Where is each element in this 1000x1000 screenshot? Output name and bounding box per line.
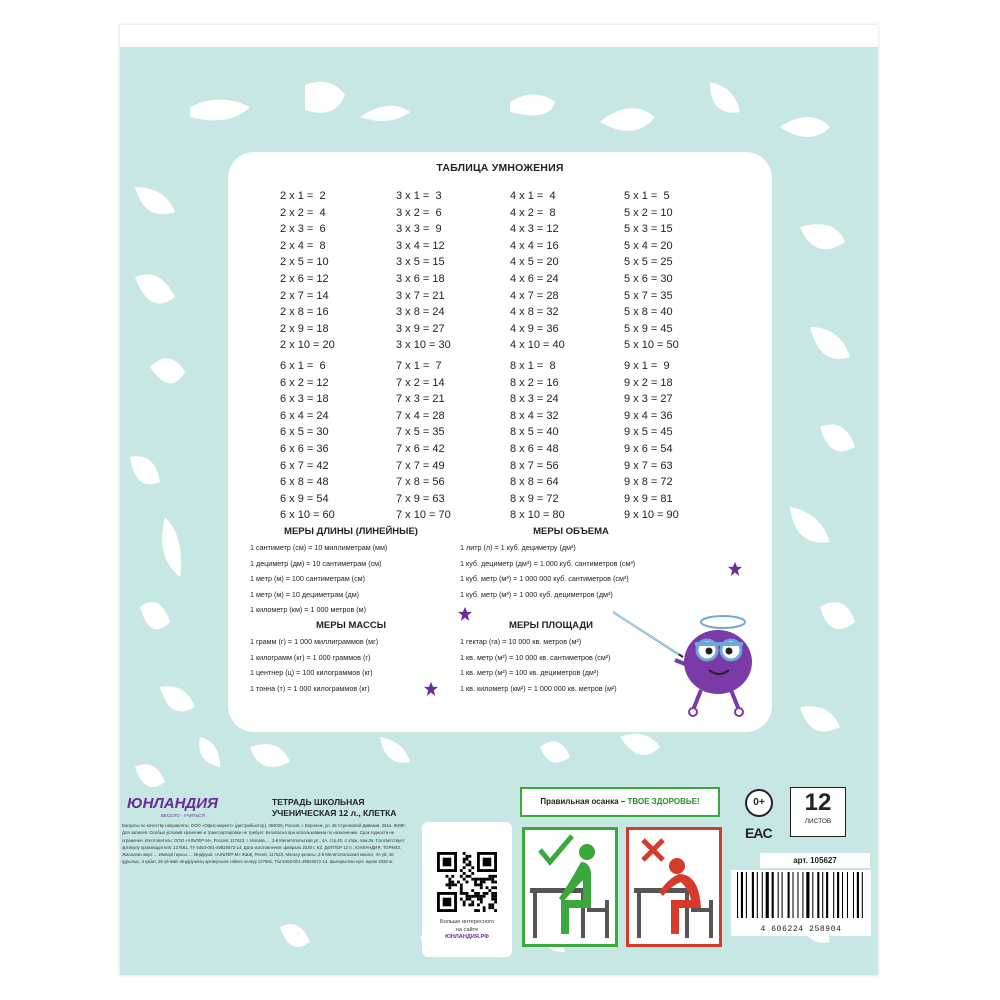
mult-column-7 xyxy=(396,358,508,524)
mult-row: 9 x 4 = 36 xyxy=(624,409,673,422)
length-title: МЕРЫ ДЛИНЫ (ЛИНЕЙНЫЕ) xyxy=(284,526,418,537)
age-rating-badge: 0+ xyxy=(745,789,773,817)
mult-row: 5 x 3 = 15 xyxy=(624,223,673,236)
article-number: арт. 105627 xyxy=(760,853,870,868)
measure-line: 1 кв. метр (м²) = 100 кв. дециметров (дм²) xyxy=(460,668,599,677)
star-icon xyxy=(424,682,438,696)
mult-row: 8 x 8 = 64 xyxy=(510,476,559,489)
volume-lines xyxy=(460,540,635,602)
mult-row: 7 x 6 = 42 xyxy=(396,442,445,455)
qr-caption-line-1: Больше интересного xyxy=(439,919,495,925)
mult-row: 5 x 7 = 35 xyxy=(624,289,673,302)
mult-row: 3 x 7 = 21 xyxy=(396,289,445,302)
mult-column-3 xyxy=(396,188,508,354)
mult-row: 7 x 4 = 28 xyxy=(396,409,445,422)
mult-row: 3 x 10 = 30 xyxy=(396,339,451,352)
mult-row: 2 x 10 = 20 xyxy=(280,339,335,352)
mult-row: 9 x 9 = 81 xyxy=(624,492,673,505)
area-lines xyxy=(460,634,617,696)
product-line-1: ТЕТРАДЬ ШКОЛЬНАЯ xyxy=(272,797,365,807)
mult-row: 8 x 10 = 80 xyxy=(510,509,565,522)
mult-row: 3 x 2 = 6 xyxy=(396,206,442,219)
mult-row: 5 x 2 = 10 xyxy=(624,206,673,219)
correct-posture-illustration xyxy=(522,827,618,947)
legal-fineprint: Вопросы по качеству направлять: ООО «Офис-маркет» (дистрибьютор), 394026, Россия, г. Воронеж, ул. 45 Стрелковой Дивизии, 261а. ЖИЖ: Для записей. Особых условий хранения и транспортировки не требует. Безопасна при использовании по назначению. Срок годности не ограничен. Изготовитель: ООО «АЛЬТЕР М», Россия, 117623, г. Москва, ... 2-й Мелитопольская ул., 4А, стр.40, 4 этаж, пом.26. Соответствует артикулу производителя: 127581, ТУ 5463-001-49925672-14. Дата изготовления: февраль 2020 г. KZ. ДӘПТЕР 12 п., ЮНЛАНДИЯ, ТОРКӨЗ. Жасалған жері: ... Импорттаушы: ... Өндіруші: «АЛЬТЕР-М» ЖШҚ, Ресей, 117623, Мәскеу қаласы, 2-й Мелитопольская көшесі, 4А үй, 40 құрылыс, 4 қабат, 26 үй-жай. Өндірушінің артикулына сәйкес келеді 127581, ТШ 5463-001-49925672-14. Шығарылған күні: ақпан 2020 ж. xyxy=(122,823,406,865)
mult-row: 9 x 10 = 90 xyxy=(624,509,679,522)
wrong-posture-icon xyxy=(629,830,719,944)
mult-row: 8 x 5 = 40 xyxy=(510,426,559,439)
mult-row: 9 x 8 = 72 xyxy=(624,476,673,489)
mult-row: 3 x 4 = 12 xyxy=(396,239,445,252)
measure-line: 1 килограмм (кг) = 1 000 граммов (г) xyxy=(250,652,371,662)
measure-line: 1 кв. метр (м²) = 10 000 кв. сантиметров (см²) xyxy=(460,652,611,662)
notebook-back-cover xyxy=(120,25,878,975)
mult-row: 5 x 5 = 25 xyxy=(624,256,673,269)
mult-row: 3 x 6 = 18 xyxy=(396,272,445,285)
mult-row: 6 x 8 = 48 xyxy=(280,476,329,489)
mult-row: 7 x 7 = 49 xyxy=(396,459,445,472)
mult-row: 5 x 9 = 45 xyxy=(624,322,673,335)
measure-line: 1 куб. метр (м³) = 1 000 куб. дециметров (дм³) xyxy=(460,589,613,599)
brand-logo xyxy=(125,793,255,821)
product-line-2: УЧЕНИЧЕСКАЯ 12 л., КЛЕТКА xyxy=(272,808,397,818)
mult-row: 2 x 3 = 6 xyxy=(280,223,326,236)
mult-row: 8 x 9 = 72 xyxy=(510,492,559,505)
mult-row: 6 x 4 = 24 xyxy=(280,409,329,422)
posture-prefix: Правильная осанка – xyxy=(540,797,628,806)
mult-row: 4 x 9 = 36 xyxy=(510,322,559,335)
mult-column-9 xyxy=(624,358,736,524)
mult-column-8 xyxy=(510,358,622,524)
star-icon xyxy=(458,607,472,621)
area-title: МЕРЫ ПЛОЩАДИ xyxy=(509,620,593,631)
mult-row: 3 x 5 = 15 xyxy=(396,256,445,269)
mult-row: 2 x 6 = 12 xyxy=(280,272,329,285)
measure-line: 1 грамм (г) = 1 000 миллиграммов (мг) xyxy=(250,637,379,646)
mult-row: 7 x 8 = 56 xyxy=(396,476,445,489)
mult-row: 4 x 3 = 12 xyxy=(510,223,559,236)
mult-row: 6 x 7 = 42 xyxy=(280,459,329,472)
mult-row: 4 x 6 = 24 xyxy=(510,272,559,285)
posture-highlight: ТВОЕ ЗДОРОВЬЕ! xyxy=(627,797,700,806)
mult-row: 9 x 7 = 63 xyxy=(624,459,673,472)
svg-text:ЮНЛАНДИЯ: ЮНЛАНДИЯ xyxy=(127,795,218,812)
mult-row: 7 x 2 = 14 xyxy=(396,376,445,389)
mult-column-5 xyxy=(624,188,736,354)
mult-row: 7 x 1 = 7 xyxy=(396,360,442,372)
measure-line: 1 дециметр (дм) = 10 сантиметрам (см) xyxy=(250,558,382,568)
barcode-icon xyxy=(731,870,871,922)
mult-row: 6 x 9 = 54 xyxy=(280,492,329,505)
mult-row: 2 x 9 = 18 xyxy=(280,322,329,335)
mult-row: 4 x 5 = 20 xyxy=(510,256,559,269)
measure-line: 1 сантиметр (см) = 10 миллиметрам (мм) xyxy=(250,543,388,552)
mult-row: 8 x 7 = 56 xyxy=(510,459,559,472)
wrong-posture-illustration xyxy=(626,827,722,947)
mult-column-4 xyxy=(510,188,622,354)
mult-row: 9 x 5 = 45 xyxy=(624,426,673,439)
mult-row: 2 x 4 = 8 xyxy=(280,239,326,252)
mult-row: 3 x 9 = 27 xyxy=(396,322,445,335)
length-lines xyxy=(250,540,387,618)
mult-row: 8 x 3 = 24 xyxy=(510,393,559,406)
barcode xyxy=(731,870,871,936)
math-reference-card xyxy=(228,152,772,732)
mult-row: 6 x 10 = 60 xyxy=(280,509,335,522)
mult-row: 8 x 1 = 8 xyxy=(510,360,556,372)
mult-row: 5 x 6 = 30 xyxy=(624,272,673,285)
mult-row: 8 x 2 = 16 xyxy=(510,376,559,389)
qr-url[interactable]: ЮНЛАНДИЯ.РФ xyxy=(445,934,489,940)
mult-row: 5 x 8 = 40 xyxy=(624,306,673,319)
qr-caption xyxy=(422,919,512,942)
measure-line: 1 куб. метр (м³) = 1 000 000 куб. сантиметров (см³) xyxy=(460,574,629,583)
mult-row: 9 x 2 = 18 xyxy=(624,376,673,389)
mult-row: 2 x 8 = 16 xyxy=(280,306,329,319)
measure-line: 1 тонна (т) = 1 000 килограммов (кг) xyxy=(250,683,370,693)
mult-row: 4 x 8 = 32 xyxy=(510,306,559,319)
measure-line: 1 метр (м) = 100 сантиметрам (см) xyxy=(250,574,366,583)
mult-row: 4 x 7 = 28 xyxy=(510,289,559,302)
mult-row: 3 x 3 = 9 xyxy=(396,223,442,236)
measure-line: 1 кв. километр (км²) = 1 000 000 кв. метров (м²) xyxy=(460,683,617,693)
volume-title: МЕРЫ ОБЪЕМА xyxy=(533,526,609,537)
mass-title: МЕРЫ МАССЫ xyxy=(315,620,387,631)
mult-row: 5 x 10 = 50 xyxy=(624,339,679,352)
measure-line: 1 куб. дециметр (дм³) = 1 000 куб. сантиметров (см³) xyxy=(460,558,636,568)
barcode-number: 4 606224 258904 xyxy=(760,925,842,934)
measure-line: 1 метр (м) = 10 дециметрам (дм) xyxy=(250,589,360,599)
qr-code-icon[interactable] xyxy=(437,852,497,912)
mult-row: 7 x 10 = 70 xyxy=(396,509,451,522)
mult-row: 2 x 2 = 4 xyxy=(280,206,326,219)
star-icon xyxy=(728,562,742,576)
posture-banner xyxy=(520,787,720,817)
mult-row: 9 x 1 = 9 xyxy=(624,360,670,372)
mult-row: 2 x 7 = 14 xyxy=(280,289,329,302)
mult-row: 4 x 4 = 16 xyxy=(510,239,559,252)
table-title: ТАБЛИЦА УМНОЖЕНИЯ xyxy=(436,162,564,174)
mult-row: 3 x 8 = 24 xyxy=(396,306,445,319)
eac-mark: EAC xyxy=(745,825,772,841)
mult-row: 8 x 6 = 48 xyxy=(510,442,559,455)
sheet-count-badge xyxy=(790,787,846,837)
mult-row: 6 x 2 = 12 xyxy=(280,376,329,389)
mult-row: 4 x 1 = 4 xyxy=(510,190,556,202)
measure-line: 1 гектар (га) = 10 000 кв. метров (м²) xyxy=(460,637,582,646)
mint-background xyxy=(120,47,878,975)
mult-column-6 xyxy=(280,358,392,524)
mult-row: 8 x 4 = 32 xyxy=(510,409,559,422)
correct-posture-icon xyxy=(525,830,615,944)
measure-line: 1 километр (км) = 1 000 метров (м) xyxy=(250,605,366,614)
sheet-count: 12 xyxy=(804,789,832,816)
mult-row: 9 x 3 = 27 xyxy=(624,393,673,406)
mult-row: 2 x 1 = 2 xyxy=(280,190,326,202)
svg-text:ВЕСЕЛО · УЧИТЬСЯ: ВЕСЕЛО · УЧИТЬСЯ xyxy=(161,813,205,818)
mult-row: 5 x 1 = 5 xyxy=(624,190,670,202)
mascot-illustration xyxy=(613,602,763,722)
qr-caption-line-2: на сайте xyxy=(455,926,479,933)
mult-row: 6 x 1 = 6 xyxy=(280,360,326,372)
mult-row: 5 x 4 = 20 xyxy=(624,239,673,252)
mult-row: 6 x 3 = 18 xyxy=(280,393,329,406)
mult-row: 7 x 9 = 63 xyxy=(396,492,445,505)
sheet-count-label: ЛИСТОВ xyxy=(804,818,832,825)
mult-row: 7 x 3 = 21 xyxy=(396,393,445,406)
mass-lines xyxy=(250,634,378,696)
mult-row: 3 x 1 = 3 xyxy=(396,190,442,202)
mult-row: 7 x 5 = 35 xyxy=(396,426,445,439)
mult-row: 4 x 2 = 8 xyxy=(510,206,556,219)
mult-column-2 xyxy=(280,188,392,354)
mult-row: 2 x 5 = 10 xyxy=(280,256,329,269)
mult-row: 9 x 6 = 54 xyxy=(624,442,673,455)
mult-row: 6 x 6 = 36 xyxy=(280,442,329,455)
qr-panel[interactable] xyxy=(422,822,512,957)
measure-line: 1 литр (л) = 1 куб. дециметру (дм³) xyxy=(460,543,576,552)
product-name xyxy=(272,797,396,819)
mult-row: 4 x 10 = 40 xyxy=(510,339,565,352)
mult-row: 6 x 5 = 30 xyxy=(280,426,329,439)
measure-line: 1 центнер (ц) = 100 килограммов (кг) xyxy=(250,668,373,677)
